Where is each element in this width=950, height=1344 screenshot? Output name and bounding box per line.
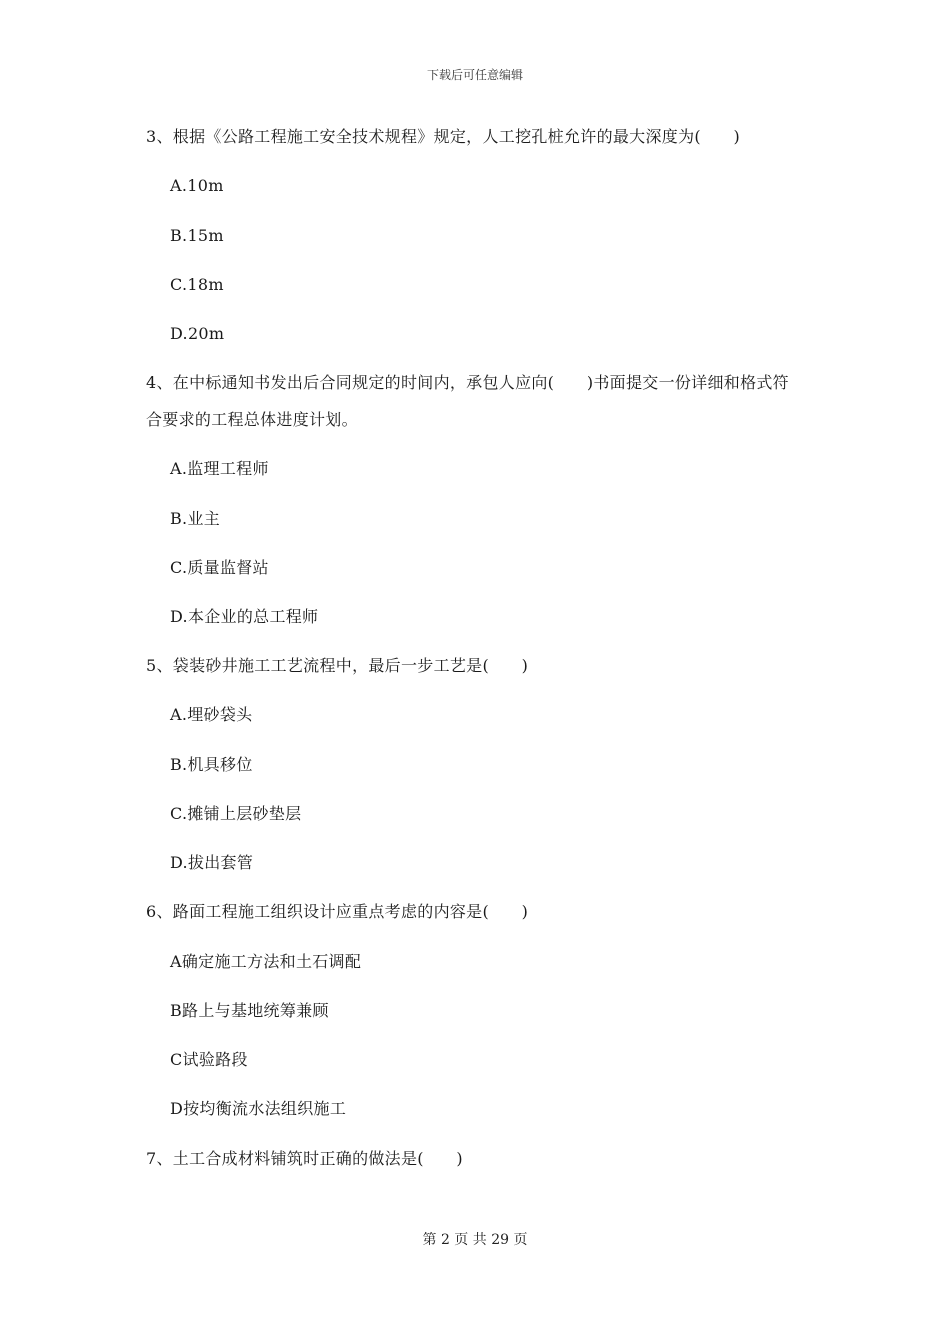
question-6-option-a: A确定施工方法和土石调配 [170,952,362,971]
question-5-option-a: A.埋砂袋头 [170,705,253,724]
question-3-option-b: B.15m [170,226,224,245]
question-3-option-c: C.18m [170,275,224,294]
question-5-stem: 5、袋装砂井施工工艺流程中，最后一步工艺是( ) [146,656,529,675]
question-5-option-d: D.拔出套管 [170,853,254,872]
question-6-option-c: C试验路段 [170,1050,248,1069]
question-3-option-a: A.10m [170,176,224,195]
question-5-option-b: B.机具移位 [170,755,253,774]
question-6-option-d: D按均衡流水法组织施工 [170,1099,347,1118]
question-6-option-b: B路上与基地统筹兼顾 [170,1001,329,1020]
question-4-option-a: A.监理工程师 [170,459,269,478]
page-header: 下载后可任意编辑 [426,68,523,82]
question-4-stem-continued: 合要求的工程总体进度计划。 [146,410,358,429]
question-7-stem: 7、土工合成材料铺筑时正确的做法是( ) [146,1149,463,1168]
page-footer: 第 2 页 共 29 页 [422,1232,528,1248]
question-3-stem: 3、根据《公路工程施工安全技术规程》规定，人工挖孔桩允许的最大深度为( ) [146,127,741,146]
question-4-option-c: C.质量监督站 [170,558,269,577]
question-4-option-d: D.本企业的总工程师 [170,607,319,626]
question-4-stem: 4、在中标通知书发出后合同规定的时间内，承包人应向( )书面提交一份详细和格式符 [146,373,789,392]
question-4-option-b: B.业主 [170,509,221,528]
question-3-option-d: D.20m [170,324,225,343]
question-6-stem: 6、路面工程施工组织设计应重点考虑的内容是( ) [146,902,529,921]
question-5-option-c: C.摊铺上层砂垫层 [170,804,302,823]
